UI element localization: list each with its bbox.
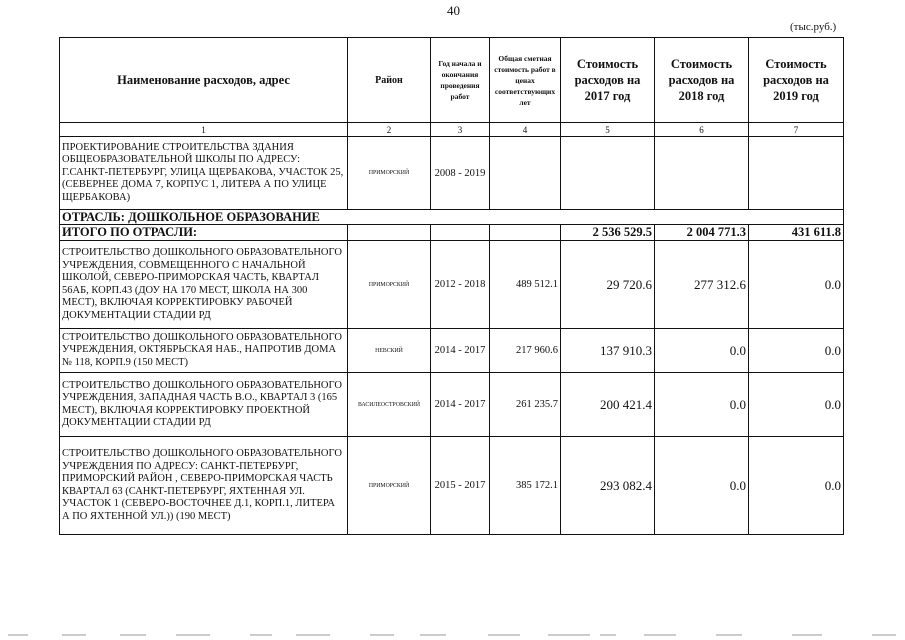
header-cost-2018: Стоимость расходов на 2018 год (655, 38, 749, 123)
page-number: 40 (447, 3, 460, 18)
years-cell: 2014 - 2017 (431, 329, 490, 373)
cost-2019-cell (749, 137, 844, 210)
total-cost-cell: 217 960.6 (490, 329, 561, 373)
table-row (60, 329, 844, 373)
cost-2018-cell: 0.0 (655, 437, 749, 535)
expense-name: СТРОИТЕЛЬСТВО ДОШКОЛЬНОГО ОБРАЗОВАТЕЛЬНОГО УЧРЕЖДЕНИЯ, СОВМЕЩЕННОГО С НАЧАЛЬНОЙ ШКОЛОЙ, СЕВЕРО-ПРИМОРСКАЯ ЧАСТЬ, КВАРТАЛ 56АБ, КОРП.43 (ДОУ НА 170 МЕСТ, ШКОЛА НА 300 МЕСТ), ВКЛЮЧАЯ КОРРЕКТИРОВКУ РАБОЧЕЙ ДОКУМЕНТАЦИИ СТАДИИ РД (60, 241, 348, 329)
sector-total-row (60, 225, 844, 241)
district-cell: НЕВСКИЙ (348, 329, 431, 373)
expense-name: СТРОИТЕЛЬСТВО ДОШКОЛЬНОГО ОБРАЗОВАТЕЛЬНОГО УЧРЕЖДЕНИЯ ПО АДРЕСУ: САНКТ-ПЕТЕРБУРГ, ПРИМОРСКИЙ РАЙОН , СЕВЕРО-ПРИМОРСКАЯ ЧАСТЬ КВАРТАЛ 63 (САНКТ-ПЕТЕРБУРГ, ЯХТЕННАЯ УЛ. УЧАСТОК 1 (СЕВЕРО-ВОСТОЧНЕЕ Д.1, КОРП.1, ЛИТЕРА А ПО ЯХТЕННОЙ УЛ.)) (190 МЕСТ) (60, 437, 348, 535)
header-total-cost: Общая сметная стоимость работ в ценах соответствующих лет (490, 38, 561, 123)
units-label: (тыс.руб.) (790, 21, 837, 33)
cost-2019-cell: 0.0 (749, 241, 844, 329)
scan-artifact-dashes (0, 624, 905, 640)
cost-2018-cell (655, 137, 749, 210)
cost-2018-cell: 0.0 (655, 329, 749, 373)
cost-2017-cell (561, 137, 655, 210)
column-number: 4 (490, 123, 561, 137)
district-cell: ПРИМОРСКИЙ (348, 137, 431, 210)
cost-2017-cell: 29 720.6 (561, 241, 655, 329)
years-cell: 2008 - 2019 (431, 137, 490, 210)
cost-2017-cell: 293 082.4 (561, 437, 655, 535)
budget-table (59, 37, 844, 535)
table-row (60, 137, 844, 210)
expense-name: СТРОИТЕЛЬСТВО ДОШКОЛЬНОГО ОБРАЗОВАТЕЛЬНОГО УЧРЕЖДЕНИЯ, ОКТЯБРЬСКАЯ НАБ., НАПРОТИВ ДОМА № 118, КОРП.9 (150 МЕСТ) (60, 329, 348, 373)
column-number: 5 (561, 123, 655, 137)
sector-total-2018: 2 004 771.3 (655, 225, 749, 241)
total-cost-cell: 385 172.1 (490, 437, 561, 535)
empty-cell (348, 225, 431, 241)
header-cost-2017: Стоимость расходов на 2017 год (561, 38, 655, 123)
sector-total-label: ИТОГО ПО ОТРАСЛИ: (60, 225, 348, 241)
years-cell: 2015 - 2017 (431, 437, 490, 535)
expense-name: СТРОИТЕЛЬСТВО ДОШКОЛЬНОГО ОБРАЗОВАТЕЛЬНОГО УЧРЕЖДЕНИЯ, ЗАПАДНАЯ ЧАСТЬ В.О., КВАРТАЛ 3 (165 МЕСТ), ВКЛЮЧАЯ КОРРЕКТИРОВКУ ПРОЕКТНОЙ ДОКУМЕНТАЦИИ СТАДИИ РД (60, 373, 348, 437)
cost-2019-cell: 0.0 (749, 329, 844, 373)
cost-2018-cell: 0.0 (655, 373, 749, 437)
district-cell: ПРИМОРСКИЙ (348, 241, 431, 329)
years-cell: 2014 - 2017 (431, 373, 490, 437)
sector-title: ОТРАСЛЬ: ДОШКОЛЬНОЕ ОБРАЗОВАНИЕ (60, 210, 844, 225)
cost-2019-cell: 0.0 (749, 437, 844, 535)
total-cost-cell (490, 137, 561, 210)
header-name: Наименование расходов, адрес (60, 38, 348, 123)
expense-name: ПРОЕКТИРОВАНИЕ СТРОИТЕЛЬСТВА ЗДАНИЯ ОБЩЕОБРАЗОВАТЕЛЬНОЙ ШКОЛЫ ПО АДРЕСУ: Г.САНКТ-ПЕТЕРБУРГ, УЛИЦА ЩЕРБАКОВА, УЧАСТОК 25, (СЕВЕРНЕЕ ДОМА 7, КОРПУС 1, ЛИТЕРА А ПО УЛИЦЕ ЩЕРБАКОВА) (60, 137, 348, 210)
table-row (60, 437, 844, 535)
empty-cell (431, 225, 490, 241)
sector-title-row (60, 210, 844, 225)
years-cell: 2012 - 2018 (431, 241, 490, 329)
cost-2018-cell: 277 312.6 (655, 241, 749, 329)
sector-total-2019: 431 611.8 (749, 225, 844, 241)
header-years: Год начала и окончания проведения работ (431, 38, 490, 123)
empty-cell (490, 225, 561, 241)
district-cell: ВАСИЛЕОСТРОВСКИЙ (348, 373, 431, 437)
cost-2019-cell: 0.0 (749, 373, 844, 437)
header-cost-2019: Стоимость расходов на 2019 год (749, 38, 844, 123)
column-number: 2 (348, 123, 431, 137)
column-number: 1 (60, 123, 348, 137)
district-cell: ПРИМОРСКИЙ (348, 437, 431, 535)
total-cost-cell: 261 235.7 (490, 373, 561, 437)
column-number-row (60, 123, 844, 137)
table-row (60, 373, 844, 437)
cost-2017-cell: 137 910.3 (561, 329, 655, 373)
header-district: Район (348, 38, 431, 123)
total-cost-cell: 489 512.1 (490, 241, 561, 329)
cost-2017-cell: 200 421.4 (561, 373, 655, 437)
column-number: 6 (655, 123, 749, 137)
sector-total-2017: 2 536 529.5 (561, 225, 655, 241)
column-number: 7 (749, 123, 844, 137)
table-row (60, 241, 844, 329)
table-header-row (60, 38, 844, 123)
column-number: 3 (431, 123, 490, 137)
